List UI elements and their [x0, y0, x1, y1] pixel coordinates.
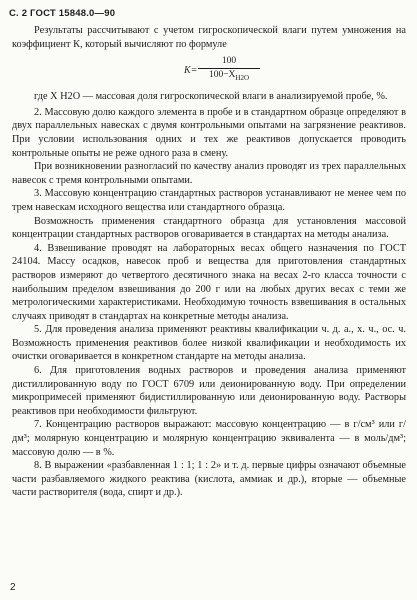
document-body — [12, 24, 406, 500]
paragraph-3: При возникновении разногласий по качеству анализ проводят из трех параллельных навесок с тремя контрольными опытами. — [12, 161, 406, 186]
paragraph-5: Возможность применения стандартного образца для установления массовой концентрации стандартных растворов оговаривается в стандартах на методы анализа. — [12, 215, 406, 241]
formula-numerator: 100 — [221, 56, 237, 67]
paragraph-2: 2. Массовую долю каждого элемента в пробе и в стандартном образце определяют в двух параллельных навесках с двумя контрольными опытами на загрязнение реактивов. При условии использования одних и тех же реактивов допускается проводить контрольные опыты не реже одного раза в смену. — [12, 106, 406, 159]
formula-fraction — [198, 56, 260, 84]
formula-where-clause: где X H2O — массовая доля гигроскопической влаги в анализируемой пробе, %. — [34, 91, 388, 103]
paragraph-7: 5. Для проведения анализа применяют реактивы квалификации ч. д. а., х. ч., ос. ч. Возможность применения реактивов более низкой квалификации и необходимость их очистки оговаривается в конкретном стандарте на методы анализа. — [12, 324, 406, 363]
formula-denominator — [198, 70, 260, 84]
paragraph-8: 6. Для приготовления водных растворов и проведения анализа применяют дистиллированную воду по ГОСТ 6709 или деионированную воду. При определении микропримесей применяют бидистиллированную или деионированную воду. Растворы реактивов при необходимости фильтруют. — [12, 365, 406, 417]
formula-lhs: K= — [184, 65, 198, 77]
running-header: С. 2 ГОСТ 15848.0—90 — [9, 8, 116, 19]
paragraph-9: 7. Концентрацию растворов выражают: массовую концентрацию — в г/см³ или г/дм³; молярную концентрацию и молярную концентрацию эквивалента — в моль/дм³; массовую долю — в %. — [12, 419, 406, 458]
formula-k — [12, 52, 406, 90]
fraction-bar — [198, 68, 260, 69]
page-number: 2 — [10, 582, 16, 593]
formula-denominator-sub: H2O — [235, 74, 250, 83]
formula-denominator-main: 100−X — [208, 70, 236, 81]
paragraph-4: 3. Массовую концентрацию стандартных растворов устанавливают не менее чем по трем навескам исходного вещества или стандартного образца. — [12, 188, 406, 213]
paragraph-1: Результаты рассчитывают с учетом гигроскопической влаги путем умножения на коэффициент К, который вычисляют по формуле — [12, 25, 406, 50]
paragraph-10: 8. В выражении «разбавленная 1 : 1; 1 : 2» и т. д. первые цифры означают объемные части разбавляемого жидкого реактива (кислота, аммиак и др.), вторые — объемные части растворителя (вода, спирт и др.). — [12, 460, 406, 499]
paragraph-6: 4. Взвешивание проводят на лабораторных весах общего назначения по ГОСТ 24104. Массу осадков, навесок проб и вещества для приготовления стандартных растворов измеряют до четвертого десятичного знака на весах 2-го класса точности с наибольшим пределом взвешивания до 200 г или на любых других весах с теми же метрологическими характеристиками. Необходимую точность взвешивания в остальных случаях приводят в стандартах на конкретные методы анализа. — [12, 242, 406, 322]
